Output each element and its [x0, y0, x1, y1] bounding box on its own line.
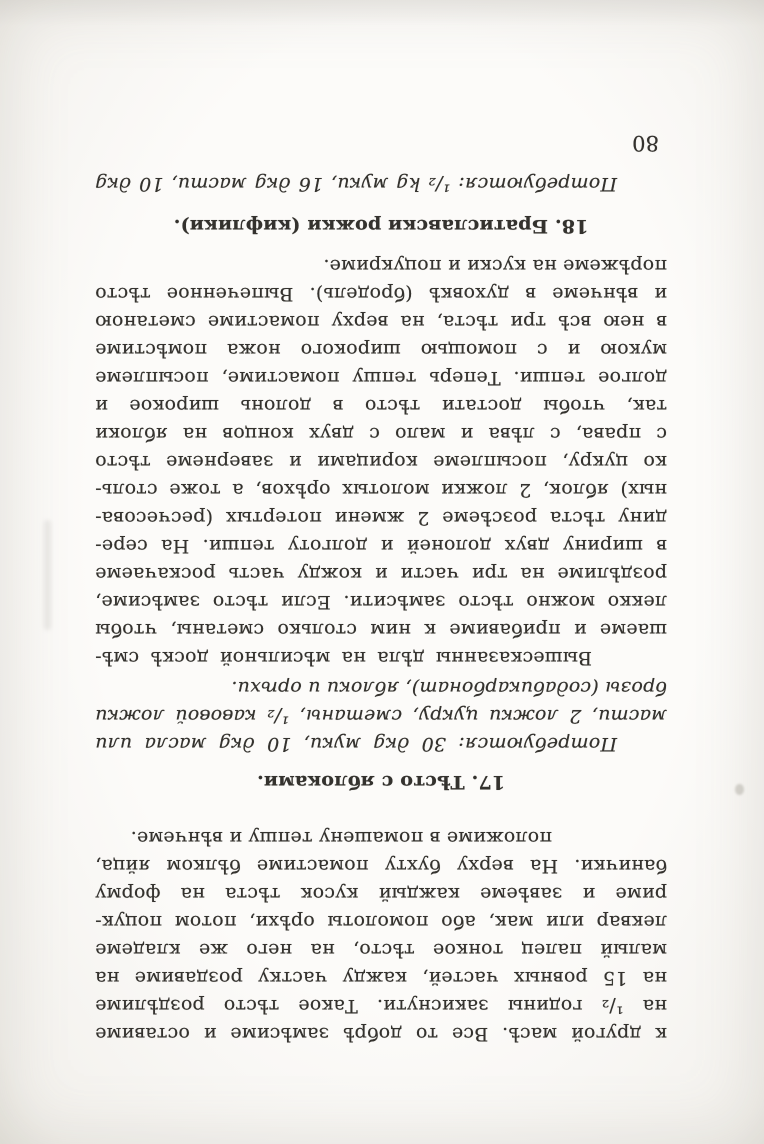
text-line: банички. На верху бухту помастиме бѣлком яйца, [95, 855, 667, 877]
text-line: на 15 ровных частей, кажду частку роздавиме на [95, 967, 667, 989]
text-line: леквар или мак, або помолоты орѣхи, потом поцук- [95, 911, 667, 933]
page-text-block [95, 130, 667, 1048]
text-line: на ¹/₂ годины закиснути. Такое тѣсто роздѣлиме [95, 995, 667, 1017]
text-line: и вѣнчеме в духовкѣ (бродель). Выпеченное тѣсто [95, 283, 667, 305]
text-line: долгое тепши. Теперь тепшу помастиме, посыплеме [95, 367, 667, 389]
text-line: шаеме и прибавиме к ним столько сметаны, чтобы [95, 619, 667, 641]
text-line: дину тѣста розсѣеме 2 жмени потертых (ресчесова- [95, 507, 667, 529]
text-line: так, чтобы достати тѣсто в долонь широкое и [95, 395, 667, 417]
ingredients-list-18 [95, 170, 667, 198]
ingredients-line: Потребуются: 30 дкg муки, 10 дкg масла или [95, 733, 617, 755]
text-line: с права, с лѣва и мало с двух концов на яблоки [95, 423, 667, 445]
text-line: Вышесказанны дѣла на мѣсильной доскѣ смѣ- [95, 647, 592, 669]
text-line: ных) яблок, 2 ложки молотых орѣхов, а тоже столь- [95, 479, 667, 501]
ingredients-list-17 [95, 674, 667, 758]
text-line: ко цукру, посыплеме корицами и завернеме тѣсто [95, 451, 667, 473]
text-line: в ширину двух долоней и долготу тепши. На сере- [95, 535, 667, 557]
text-line: мукою и с помощью широкого ножа помѣстиме [95, 339, 667, 361]
text-line: к другой масѣ. Все то добрѣ замѣсиме и оставиме [95, 1023, 667, 1045]
text-line: малый палец тонкое тѣсто, на него же кладеме [95, 939, 667, 961]
recipe-heading-17: 17. Тѣсто с яблоками. [256, 771, 506, 793]
ingredients-line: Потребуются: ¹/₂ kg муки, 16 дкg масти, 10 дкg [95, 173, 617, 195]
text-line: положиме в помашену тепшу и вѣнчеме. [130, 827, 552, 849]
ingredients-line: масти, 2 ложки цукру, сметаны, ¹/₂ кавовой ложки [95, 705, 667, 727]
page-number: 80 [631, 131, 659, 155]
text-line: лекко можно тѣсто замѣсити. Если тѣсто замѣсиме, [95, 591, 667, 613]
text-line: порѣжеме на куски и поцукриме. [323, 255, 667, 277]
paragraph-continued-from-previous-page [95, 824, 667, 1048]
ingredients-line: брозы (содабикарбонат), яблоки и орѣхи. [231, 677, 667, 699]
text-line: в нею всѣ три тѣста, на верху помастиме сметаною [95, 311, 667, 333]
recipe-heading-18: 18. Братиславски рожки (кифлики). [173, 215, 589, 237]
text-line: роздѣлиме на три части и кожду часть роскачаеме [95, 563, 667, 585]
text-line: риме и завѣеме каждый кусок тѣста на форму [95, 883, 667, 905]
recipe-instructions-17 [95, 252, 667, 672]
